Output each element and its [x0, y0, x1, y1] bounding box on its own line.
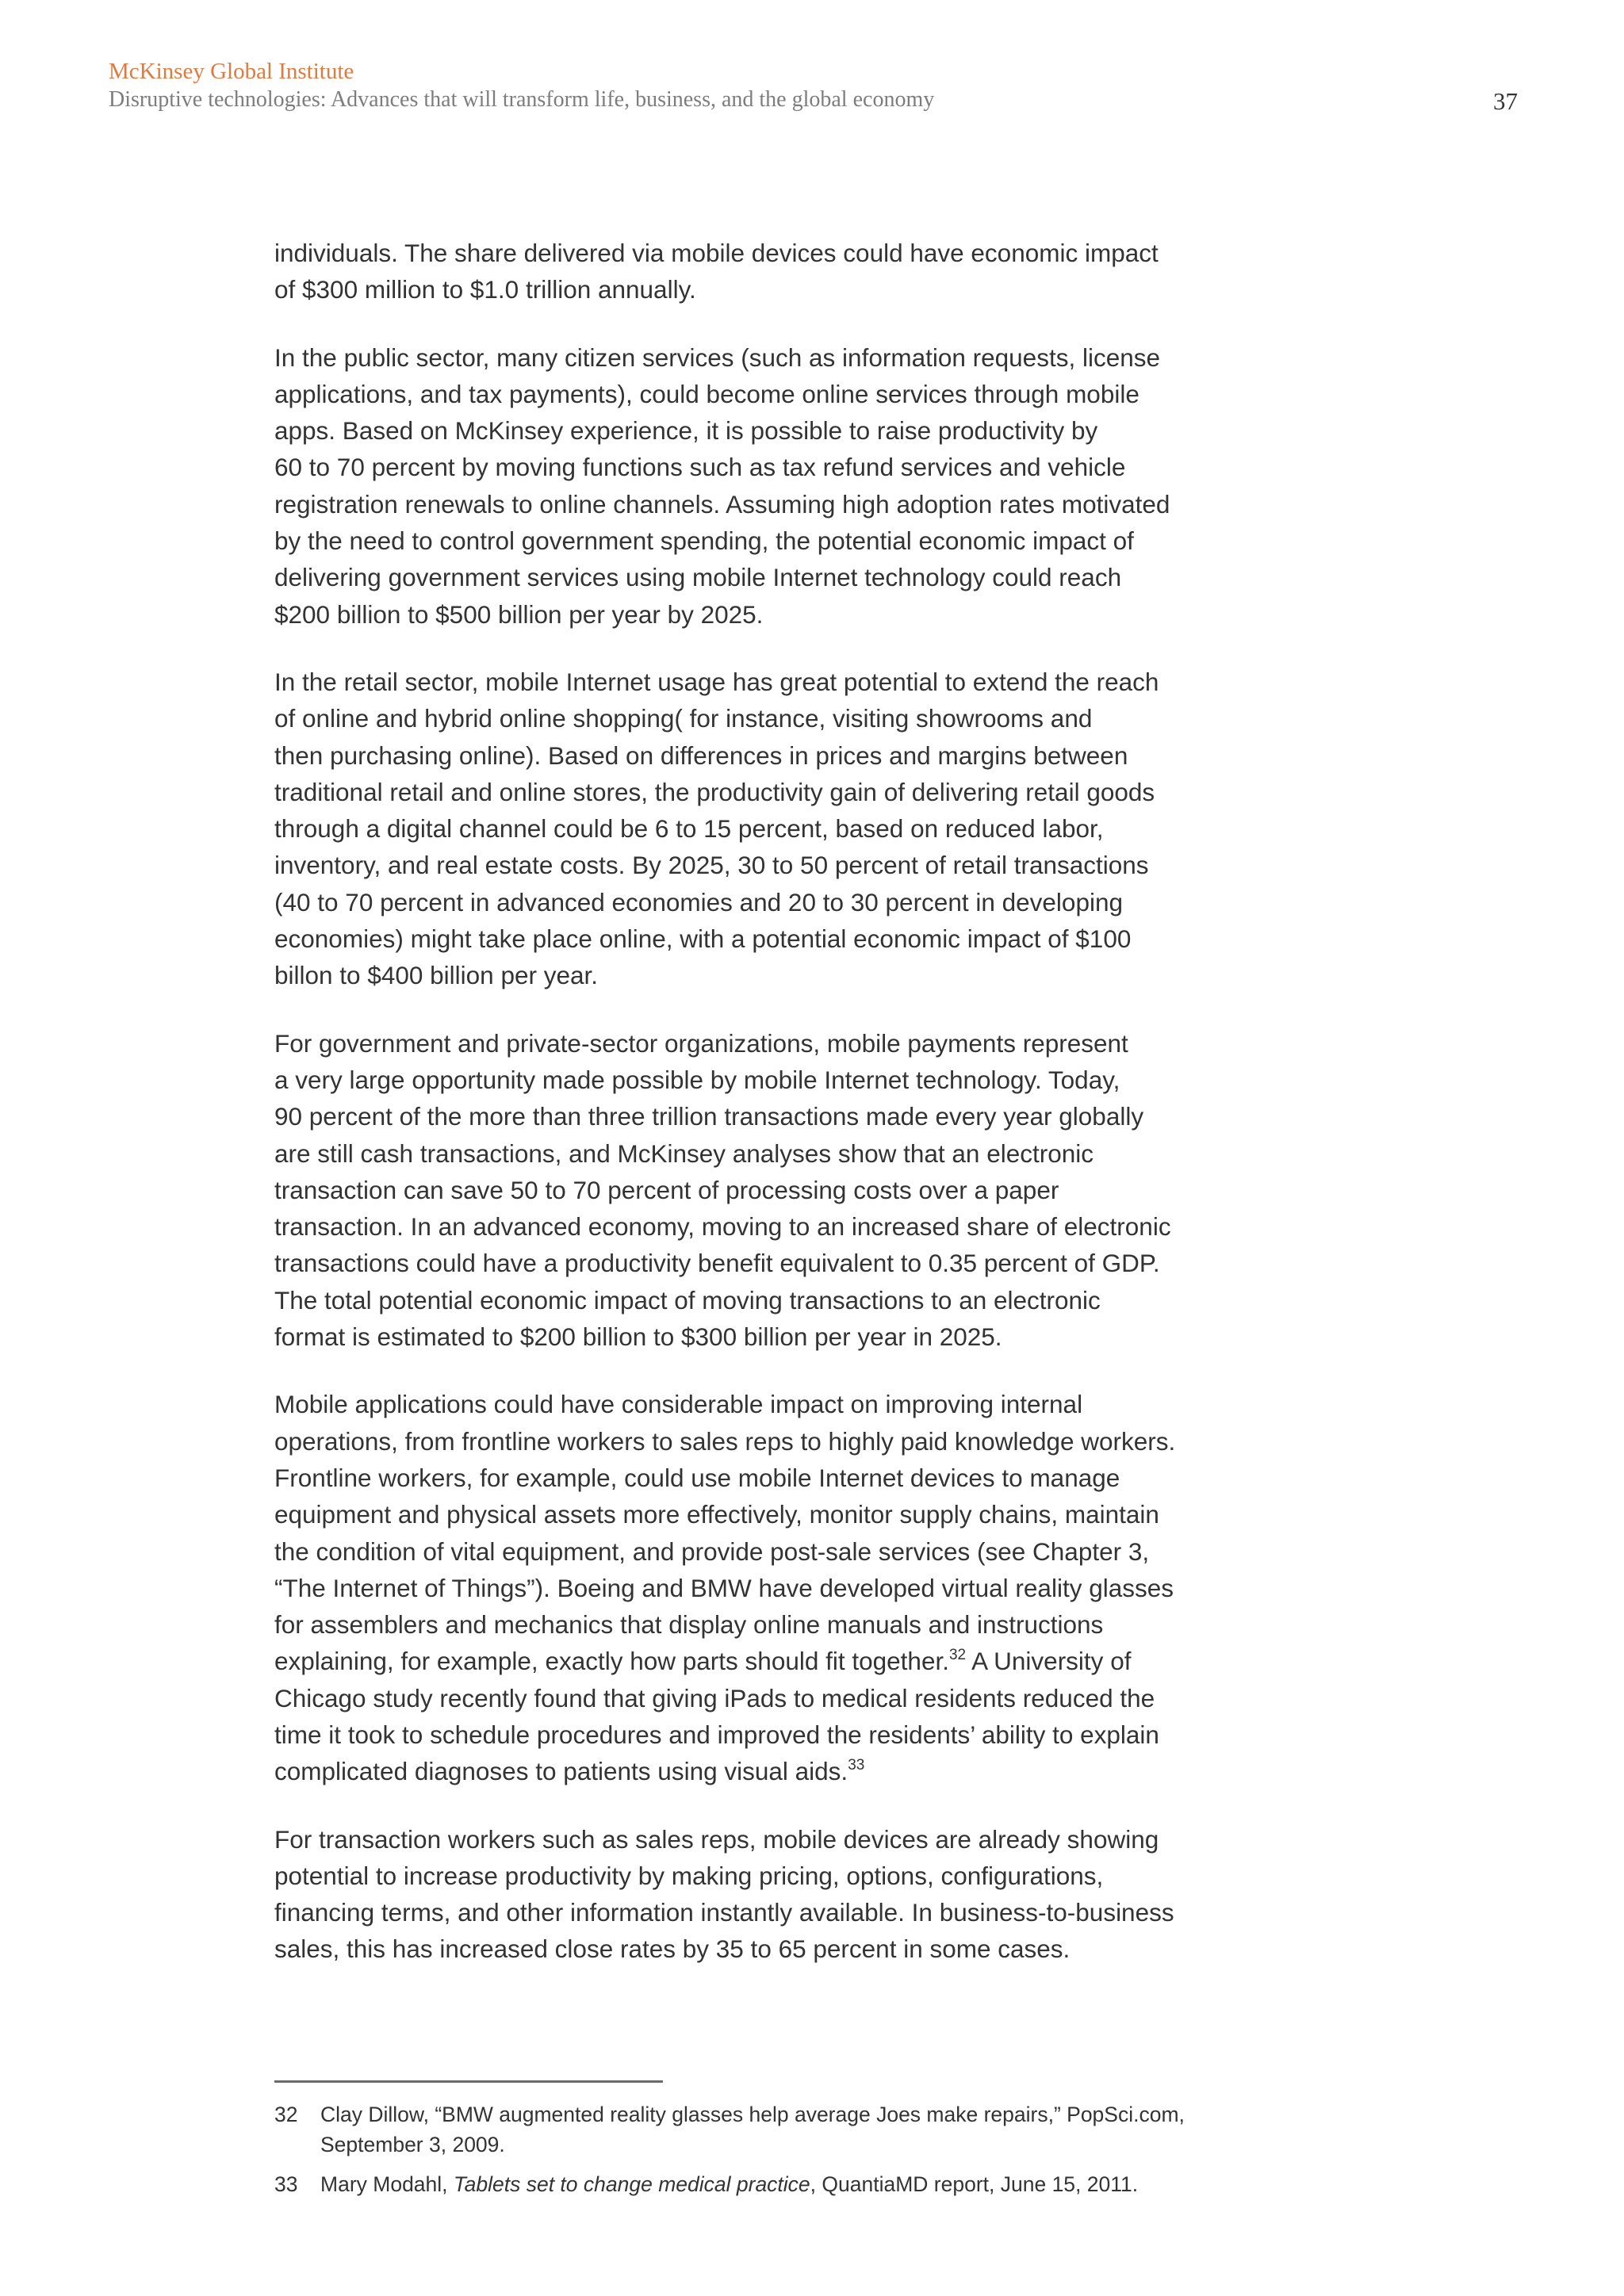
- text-line: applications, and tax payments), could become online services through mobile: [274, 379, 1139, 408]
- text-line: inventory, and real estate costs. By 2025, 30 to 50 percent of retail transactions: [274, 851, 1149, 880]
- text-line: economies) might take place online, with a potential economic impact of $100: [274, 924, 1132, 954]
- text-segment: A University of: [966, 1647, 1132, 1676]
- text-line: Frontline workers, for example, could use mobile Internet devices to manage: [274, 1463, 1120, 1492]
- text-line: 60 to 70 percent by moving functions such as tax refund services and vehicle: [274, 453, 1126, 482]
- text-line-with-footnote-ref: [274, 1643, 1297, 1679]
- text-line: $200 billion to $500 billion per year by 2025.: [274, 599, 764, 629]
- paragraph-1: [274, 235, 1297, 308]
- text-line: of online and hybrid online shopping( for instance, visiting showrooms and: [274, 704, 1093, 733]
- paragraph-public-sector: [274, 339, 1297, 633]
- text-line: delivering government services using mobile Internet technology could reach: [274, 563, 1122, 592]
- text-line: the condition of vital equipment, and provide post-sale services (see Chapter 3,: [274, 1536, 1150, 1566]
- text-line: financing terms, and other information instantly available. In business-to-business: [274, 1898, 1174, 1927]
- body-text: [274, 235, 1297, 1999]
- paragraph-mobile-applications: [274, 1386, 1297, 1789]
- text-line: “The Internet of Things”). Boeing and BMW have developed virtual reality glasses: [274, 1573, 1174, 1602]
- text-segment: complicated diagnoses to patients using visual aids.: [274, 1757, 848, 1786]
- text-line: In the public sector, many citizen services (such as information requests, license: [274, 342, 1161, 372]
- footnote-ref-32[interactable]: 32: [948, 1647, 967, 1664]
- text-line: Chicago study recently found that giving iPads to medical residents reduced the: [274, 1683, 1155, 1712]
- text-line: equipment and physical assets more effectively, monitor supply chains, maintain: [274, 1500, 1159, 1529]
- text-line: then purchasing online). Based on differences in prices and margins between: [274, 740, 1128, 770]
- text-line: potential to increase productivity by making pricing, options, configurations,: [274, 1861, 1104, 1890]
- paragraph-transaction-workers: [274, 1821, 1297, 1968]
- paragraph-retail-sector: [274, 664, 1297, 994]
- text-line: For transaction workers such as sales reps, mobile devices are already showing: [274, 1824, 1159, 1854]
- text-line: operations, from frontline workers to sales reps to highly paid knowledge workers.: [274, 1426, 1176, 1456]
- text-line: 90 percent of the more than three trillion transactions made every year globally: [274, 1102, 1144, 1131]
- text-line: sales, this has increased close rates by 35 to 65 percent in some cases.: [274, 1934, 1071, 1964]
- footnote-line: September 3, 2009.: [320, 2133, 505, 2156]
- footnote-line: Clay Dillow, “BMW augmented reality glasses help average Joes make repairs,” PopSci.com,: [320, 2103, 1185, 2126]
- text-line: for assemblers and mechanics that display online manuals and instructions: [274, 1610, 1104, 1640]
- text-line: The total potential economic impact of moving transactions to an electronic: [274, 1285, 1101, 1314]
- text-line: billon to $400 billion per year.: [274, 961, 599, 990]
- text-line: format is estimated to $200 billion to $300 billion per year in 2025.: [274, 1322, 1002, 1352]
- text-line: apps. Based on McKinsey experience, it is possible to raise productivity by: [274, 416, 1098, 446]
- footnote-number: 33: [274, 2172, 298, 2196]
- footnote-divider: [274, 2080, 663, 2083]
- text-line: transaction can save 50 to 70 percent of processing costs over a paper: [274, 1175, 1059, 1204]
- text-line: by the need to control government spending, the potential economic impact of: [274, 526, 1134, 556]
- text-line: (40 to 70 percent in advanced economies and 20 to 30 percent in developing: [274, 887, 1124, 916]
- text-line-with-footnote-ref: [274, 1753, 1297, 1789]
- paragraph-mobile-payments: [274, 1025, 1297, 1356]
- text-segment: explaining, for example, exactly how parts should fit together.: [274, 1647, 949, 1676]
- footnote-number: 32: [274, 2103, 298, 2126]
- footnote-33: [274, 2169, 1305, 2199]
- text-line: of $300 million to $1.0 trillion annually.: [274, 275, 696, 304]
- text-line: transaction. In an advanced economy, moving to an increased share of electronic: [274, 1212, 1171, 1242]
- org-name: McKinsey Global Institute: [109, 59, 354, 84]
- footnote-segment: Mary Modahl,: [320, 2172, 454, 2196]
- page-number: 37: [1493, 87, 1518, 115]
- footnote-segment: , QuantiaMD report, June 15, 2011.: [810, 2172, 1139, 2196]
- text-line: are still cash transactions, and McKinsey analyses show that an electronic: [274, 1138, 1094, 1168]
- text-line: Mobile applications could have considerable impact on improving internal: [274, 1390, 1083, 1419]
- text-line: time it took to schedule procedures and improved the residents’ ability to explain: [274, 1720, 1159, 1749]
- text-line: traditional retail and online stores, the productivity gain of delivering retail goods: [274, 777, 1155, 806]
- text-line: For government and private-sector organizations, mobile payments represent: [274, 1028, 1128, 1058]
- text-line: through a digital channel could be 6 to 15 percent, based on reduced labor,: [274, 814, 1104, 844]
- text-line: transactions could have a productivity benefit equivalent to 0.35 percent of GDP.: [274, 1249, 1160, 1278]
- text-line: individuals. The share delivered via mobile devices could have economic impact: [274, 239, 1159, 267]
- text-line: registration renewals to online channels. Assuming high adoption rates motivated: [274, 489, 1170, 519]
- report-title: Disruptive technologies: Advances that will transform life, business, and the global economy: [109, 87, 935, 112]
- page-header: [109, 57, 1536, 114]
- text-line: a very large opportunity made possible by mobile Internet technology. Today,: [274, 1065, 1120, 1094]
- footnote-text: [320, 2169, 1305, 2199]
- footnote-ref-33[interactable]: 33: [848, 1757, 865, 1774]
- footnote-text: [320, 2099, 1305, 2160]
- footnotes: [274, 2099, 1305, 2209]
- footnote-title-italic: Tablets set to change medical practice: [453, 2172, 810, 2196]
- footnote-32: [274, 2099, 1305, 2160]
- text-line: In the retail sector, mobile Internet usage has great potential to extend the reach: [274, 667, 1159, 696]
